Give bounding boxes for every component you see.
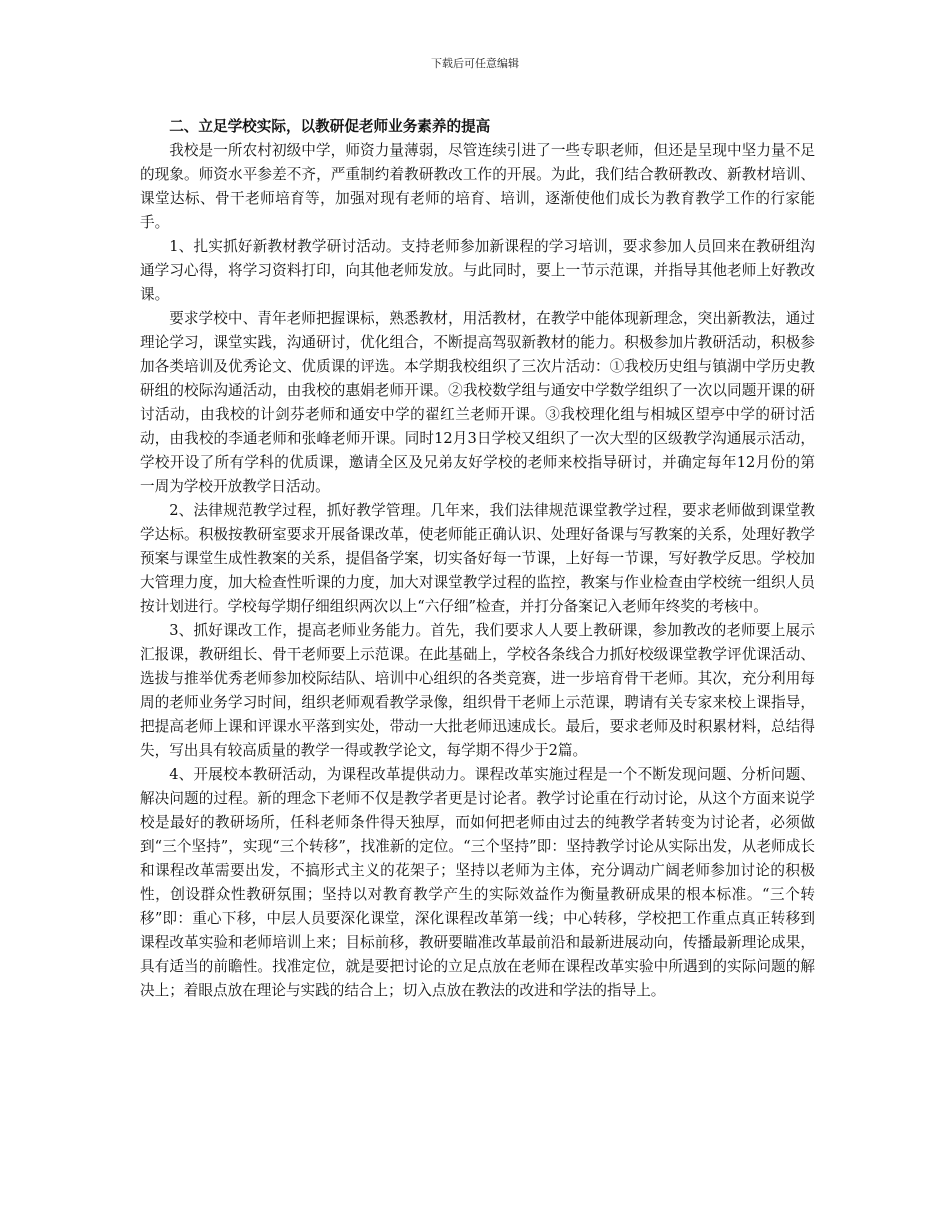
paragraph-item-3: 3、抓好课改工作，提高老师业务能力。首先，我们要求人人要上教研课，参加教改的老师要上展示汇报课，教研组长、骨干老师要上示范课。在此基础上，学校各条线合力抓好校级课堂教学评优课活动、选拔与推举优秀老师参加校际结队、培训中心组织的各类竞赛，进一步培育骨干老师。其次，充分利用每周的老师业务学习时间，组织老师观看教学录像，组织骨干老师上示范课，聘请有关专家来校上课指导，把提高老师上课和评课水平落到实处，带动一大批老师迅速成长。最后，要求老师及时积累材料，总结得失，写出具有较高质量的教学一得或教学论文，每学期不得少于2篇。 bbox=[140, 622, 815, 759]
page-header: 下载后可任意编辑 bbox=[431, 57, 519, 70]
paragraph-intro: 我校是一所农村初级中学，师资力量薄弱，尽管连续引进了一些专职老师，但还是呈现中坚力量不足的现象。师资水平参差不齐，严重制约着教研教改工作的开展。为此，我们结合教研教改、新教材培训、课堂达标、骨干老师培育等，加强对现有老师的培育、培训，逐渐使他们成长为教育教学工作的行家能手。 bbox=[140, 142, 815, 231]
paragraph-item-1-detail: 要求学校中、青年老师把握课标，熟悉教材，用活教材，在教学中能体现新理念，突出新教法，通过理论学习，课堂实践，沟通研讨，优化组合，不断提高驾驭新教材的能力。积极参加片教研活动，积极参加各类培训及优秀论文、优质课的评选。本学期我校组织了三次片活动：①我校历史组与镇湖中学历史教研组的校际沟通活动，由我校的惠娟老师开课。②我校数学组与通安中学数学组织了一次以同题开课的研讨活动，由我校的计剑芬老师和通安中学的翟红兰老师开课。③我校理化组与相城区望亭中学的研讨活动，由我校的李通老师和张峰老师开课。同时12月3日学校又组织了一次大型的区级教学沟通展示活动，学校开设了所有学科的优质课，邀请全区及兄弟友好学校的老师来校指导研讨，并确定每年12月份的第一周为学校开放教学日活动。 bbox=[140, 310, 815, 495]
section-heading: 二、立足学校实际，以教研促老师业务素养的提高 bbox=[169, 118, 491, 135]
paragraph-item-1: 1、扎实抓好新教材教学研讨活动。支持老师参加新课程的学习培训，要求参加人员回来在教研组沟通学习心得，将学习资料打印，向其他老师发放。与此同时，要上一节示范课，并指导其他老师上好教改课。 bbox=[140, 238, 815, 303]
paragraph-item-4: 4、开展校本教研活动，为课程改革提供动力。课程改革实施过程是一个不断发现问题、分析问题、解决问题的过程。新的理念下老师不仅是教学者更是讨论者。教学讨论重在行动讨论，从这个方面来说学校是最好的教研场所，任科老师条件得天独厚，而如何把老师由过去的纯教学者转变为讨论者，必须做到“三个坚持”，实现“三个转移”，找准新的定位。“三个坚持”即：坚持教学讨论从实际出发，从老师成长和课程改革需要出发，不搞形式主义的花架子；坚持以老师为主体，充分调动广阔老师参加讨论的积极性，创设群众性教研氛围；坚持以对教育教学产生的实际效益作为衡量教研成果的根本标准。“三个转移”即：重心下移，中层人员要深化课堂，深化课程改革第一线；中心转移，学校把工作重点真正转移到课程改革实验和老师培训上来；目标前移，教研要瞄准改革最前沿和最新进展动向，传播最新理论成果，具有适当的前瞻性。找准定位，就是要把讨论的立足点放在老师在课程改革实验中所遇到的实际问题的解决上；着眼点放在理论与实践的结合上；切入点放在教法的改进和学法的指导上。 bbox=[140, 766, 815, 999]
document-body bbox=[140, 115, 815, 1003]
paragraph-item-2: 2、法律规范教学过程，抓好教学管理。几年来，我们法律规范课堂教学过程，要求老师做到课堂教学达标。积极按教研室要求开展备课改革，使老师能正确认识、处理好备课与写教案的关系，处理好教学预案与课堂生成性教案的关系，提倡备学案，切实备好每一节课，上好每一节课，写好教学反思。学校加大管理力度，加大检查性听课的力度，加大对课堂教学过程的监控，教案与作业检查由学校统一组织人员按计划进行。学校每学期仔细组织两次以上“六仔细”检查，并打分备案记入老师年终奖的考核中。 bbox=[140, 502, 815, 615]
